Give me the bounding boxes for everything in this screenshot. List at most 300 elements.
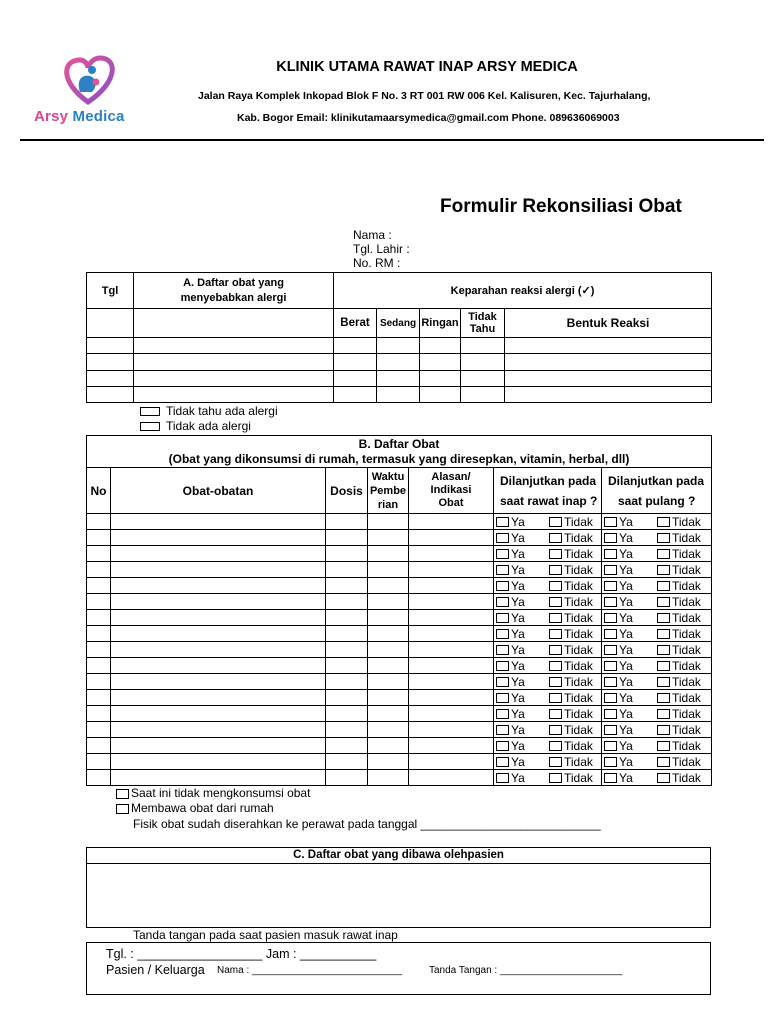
medication-cell[interactable]	[368, 546, 409, 562]
option-tidak[interactable]: Tidak	[564, 578, 593, 593]
opt-tidak-tahu-alergi[interactable]: Tidak tahu ada alergi	[140, 404, 278, 418]
option-tidak[interactable]: Tidak	[672, 610, 701, 625]
medication-cell[interactable]	[87, 562, 111, 578]
checkbox-icon[interactable]	[496, 773, 509, 783]
checkbox-icon[interactable]	[549, 757, 562, 767]
checkbox-icon[interactable]	[549, 597, 562, 607]
option-ya[interactable]: Ya	[619, 546, 633, 561]
checkbox-icon[interactable]	[549, 709, 562, 719]
option-tidak[interactable]: Tidak	[672, 722, 701, 737]
medication-cell[interactable]	[87, 770, 111, 786]
medication-cell[interactable]	[87, 674, 111, 690]
checkbox-icon[interactable]	[604, 741, 617, 751]
option-tidak[interactable]: Tidak	[564, 674, 593, 689]
option-ya[interactable]: Ya	[511, 530, 525, 545]
medication-cell[interactable]	[368, 562, 409, 578]
section-c-box[interactable]	[86, 847, 711, 928]
option-tidak[interactable]: Tidak	[564, 546, 593, 561]
option-tidak[interactable]: Tidak	[564, 626, 593, 641]
checkbox-icon[interactable]	[140, 407, 160, 416]
medication-cell[interactable]	[409, 706, 494, 722]
checkbox-icon[interactable]	[549, 517, 562, 527]
allergy-cell[interactable]	[134, 371, 334, 387]
checkbox-icon[interactable]	[549, 565, 562, 575]
cell[interactable]	[87, 309, 134, 338]
fisik-obat-line[interactable]: Fisik obat sudah diserahkan ke perawat pada tanggal ___________________________	[133, 817, 601, 831]
medication-cell[interactable]	[368, 674, 409, 690]
medication-cell[interactable]	[87, 738, 111, 754]
checkbox-icon[interactable]	[657, 613, 670, 623]
medication-cell[interactable]	[368, 754, 409, 770]
medication-cell[interactable]	[326, 754, 368, 770]
medication-cell[interactable]	[111, 770, 326, 786]
checkbox-icon[interactable]	[657, 693, 670, 703]
checkbox-icon[interactable]	[496, 709, 509, 719]
col-tgl-header: Tgl	[87, 273, 134, 309]
opt-tidak-ada-alergi[interactable]: Tidak ada alergi	[140, 419, 251, 433]
medication-cell[interactable]	[409, 770, 494, 786]
checkbox-icon[interactable]	[496, 581, 509, 591]
medication-cell[interactable]	[111, 594, 326, 610]
lanjut-pulang-cell	[602, 754, 712, 770]
option-tidak[interactable]: Tidak	[672, 578, 701, 593]
medication-cell[interactable]	[326, 562, 368, 578]
option-ya[interactable]: Ya	[619, 690, 633, 705]
medication-cell[interactable]	[326, 578, 368, 594]
medication-cell[interactable]	[111, 722, 326, 738]
medication-row	[87, 594, 712, 610]
pasien-keluarga-label: Pasien / Keluarga	[106, 963, 205, 977]
checkbox-icon[interactable]	[496, 533, 509, 543]
option-tidak[interactable]: Tidak	[672, 626, 701, 641]
checkbox-icon[interactable]	[604, 597, 617, 607]
option-ya[interactable]: Ya	[619, 770, 633, 785]
medication-cell[interactable]	[368, 514, 409, 530]
checkbox-icon[interactable]	[604, 517, 617, 527]
allergy-cell[interactable]	[334, 387, 377, 403]
option-tidak[interactable]: Tidak	[672, 546, 701, 561]
checkbox-icon[interactable]	[657, 533, 670, 543]
checkbox-icon[interactable]	[496, 677, 509, 687]
option-tidak[interactable]: Tidak	[672, 738, 701, 753]
option-ya[interactable]: Ya	[511, 674, 525, 689]
medication-cell[interactable]	[326, 594, 368, 610]
medication-cell[interactable]	[368, 690, 409, 706]
checkbox-icon[interactable]	[657, 549, 670, 559]
allergy-cell[interactable]	[87, 387, 134, 403]
allergy-cell[interactable]	[505, 354, 712, 371]
medication-cell[interactable]	[111, 754, 326, 770]
option-tidak[interactable]: Tidak	[672, 562, 701, 577]
option-ya[interactable]: Ya	[619, 642, 633, 657]
medication-cell[interactable]	[409, 674, 494, 690]
signature-box	[86, 942, 711, 995]
option-ya[interactable]: Ya	[511, 658, 525, 673]
lanjut-ranap-cell	[494, 706, 602, 722]
medication-cell[interactable]	[409, 658, 494, 674]
col-bentuk-reaksi-header: Bentuk Reaksi	[505, 309, 712, 338]
medication-cell[interactable]	[409, 578, 494, 594]
checkbox-icon[interactable]	[496, 661, 509, 671]
checkbox-icon[interactable]	[657, 629, 670, 639]
checkbox-icon[interactable]	[549, 549, 562, 559]
allergy-cell[interactable]	[461, 354, 505, 371]
checkbox-icon[interactable]	[549, 677, 562, 687]
checkbox-icon[interactable]	[657, 709, 670, 719]
checkbox-icon[interactable]	[604, 581, 617, 591]
allergy-cell[interactable]	[461, 387, 505, 403]
allergy-row	[87, 371, 712, 387]
medication-cell[interactable]	[368, 722, 409, 738]
option-tidak[interactable]: Tidak	[672, 594, 701, 609]
checkbox-icon[interactable]	[657, 581, 670, 591]
lanjut-ranap-cell	[494, 546, 602, 562]
option-tidak[interactable]: Tidak	[672, 642, 701, 657]
medication-cell[interactable]	[111, 626, 326, 642]
checkbox-icon[interactable]	[657, 565, 670, 575]
medication-cell[interactable]	[87, 722, 111, 738]
medication-cell[interactable]	[326, 546, 368, 562]
option-ya[interactable]: Ya	[511, 514, 525, 529]
lanjut-pulang-cell	[602, 738, 712, 754]
option-tidak[interactable]: Tidak	[564, 770, 593, 785]
medication-cell[interactable]	[368, 706, 409, 722]
checkbox-icon[interactable]	[549, 693, 562, 703]
medication-cell[interactable]	[409, 738, 494, 754]
checkbox-icon[interactable]	[140, 422, 160, 431]
medication-cell[interactable]	[111, 610, 326, 626]
option-ya[interactable]: Ya	[511, 690, 525, 705]
section-b-title: B. Daftar Obat (Obat yang dikonsumsi di rumah, termasuk yang diresepkan, vitamin, herbal, dll)	[87, 436, 712, 468]
lanjut-pulang-cell	[602, 562, 712, 578]
allergy-cell[interactable]	[505, 338, 712, 354]
option-ya[interactable]: Ya	[619, 610, 633, 625]
option-ya[interactable]: Ya	[511, 642, 525, 657]
medication-cell[interactable]	[111, 514, 326, 530]
allergy-cell[interactable]	[461, 371, 505, 387]
allergy-cell[interactable]	[134, 354, 334, 371]
lanjut-pulang-cell	[602, 610, 712, 626]
allergy-cell[interactable]	[377, 338, 420, 354]
medication-cell[interactable]	[326, 674, 368, 690]
medication-cell[interactable]	[111, 690, 326, 706]
clinic-name: KLINIK UTAMA RAWAT INAP ARSY MEDICA	[276, 59, 578, 75]
option-ya[interactable]: Ya	[619, 530, 633, 545]
allergy-cell[interactable]	[334, 371, 377, 387]
option-ya[interactable]: Ya	[619, 674, 633, 689]
option-tidak[interactable]: Tidak	[672, 754, 701, 769]
lanjut-pulang-cell	[602, 594, 712, 610]
allergy-cell[interactable]	[334, 354, 377, 371]
option-tidak[interactable]: Tidak	[564, 722, 593, 737]
option-ya[interactable]: Ya	[511, 626, 525, 641]
checkbox-icon[interactable]	[657, 677, 670, 687]
option-ya[interactable]: Ya	[619, 706, 633, 721]
option-ya[interactable]: Ya	[511, 770, 525, 785]
checkbox-icon[interactable]	[496, 725, 509, 735]
section-c-title: C. Daftar obat yang dibawa olehpasien	[87, 848, 710, 864]
medication-cell[interactable]	[368, 578, 409, 594]
allergy-cell[interactable]	[420, 354, 461, 371]
option-ya[interactable]: Ya	[619, 722, 633, 737]
allergy-cell[interactable]	[377, 354, 420, 371]
option-tidak[interactable]: Tidak	[672, 674, 701, 689]
medication-cell[interactable]	[409, 594, 494, 610]
medication-cell[interactable]	[111, 562, 326, 578]
option-tidak[interactable]: Tidak	[564, 562, 593, 577]
allergy-cell[interactable]	[334, 338, 377, 354]
checkbox-icon[interactable]	[604, 709, 617, 719]
medication-cell[interactable]	[111, 706, 326, 722]
medication-cell[interactable]	[368, 642, 409, 658]
medication-cell[interactable]	[111, 674, 326, 690]
checkbox-icon[interactable]	[657, 661, 670, 671]
cell[interactable]	[134, 309, 334, 338]
medication-row	[87, 690, 712, 706]
option-ya[interactable]: Ya	[619, 738, 633, 753]
medication-cell[interactable]	[326, 690, 368, 706]
option-ya[interactable]: Ya	[511, 594, 525, 609]
checkbox-icon[interactable]	[657, 517, 670, 527]
opt-membawa-obat[interactable]: Membawa obat dari rumah	[116, 801, 274, 815]
option-tidak[interactable]: Tidak	[564, 658, 593, 673]
medication-row	[87, 578, 712, 594]
medication-cell[interactable]	[87, 546, 111, 562]
medication-cell[interactable]	[409, 514, 494, 530]
medication-cell[interactable]	[368, 738, 409, 754]
checkbox-icon[interactable]	[496, 597, 509, 607]
option-ya[interactable]: Ya	[619, 578, 633, 593]
medication-cell[interactable]	[111, 530, 326, 546]
checkbox-icon[interactable]	[657, 725, 670, 735]
checkbox-icon[interactable]	[604, 757, 617, 767]
medication-cell[interactable]	[87, 642, 111, 658]
medication-cell[interactable]	[326, 514, 368, 530]
medication-cell[interactable]	[326, 642, 368, 658]
medication-cell[interactable]	[87, 514, 111, 530]
medication-cell[interactable]	[409, 562, 494, 578]
medication-cell[interactable]	[87, 610, 111, 626]
option-ya[interactable]: Ya	[619, 562, 633, 577]
medication-cell[interactable]	[87, 594, 111, 610]
option-tidak[interactable]: Tidak	[672, 658, 701, 673]
checkbox-icon[interactable]	[604, 645, 617, 655]
checkbox-icon[interactable]	[604, 661, 617, 671]
lanjut-pulang-cell	[602, 658, 712, 674]
medication-cell[interactable]	[368, 658, 409, 674]
checkbox-icon[interactable]	[496, 629, 509, 639]
medication-cell[interactable]	[409, 754, 494, 770]
medication-cell[interactable]	[87, 690, 111, 706]
checkbox-icon[interactable]	[549, 645, 562, 655]
medication-cell[interactable]	[87, 706, 111, 722]
option-ya[interactable]: Ya	[511, 610, 525, 625]
option-ya[interactable]: Ya	[619, 594, 633, 609]
option-ya[interactable]: Ya	[511, 738, 525, 753]
medication-cell[interactable]	[326, 738, 368, 754]
medication-cell[interactable]	[409, 546, 494, 562]
medication-cell[interactable]	[326, 530, 368, 546]
patient-name-field[interactable]: Nama :	[353, 228, 392, 242]
checkbox-icon[interactable]	[549, 661, 562, 671]
checkbox-icon[interactable]	[604, 565, 617, 575]
checkbox-icon[interactable]	[604, 693, 617, 703]
option-tidak[interactable]: Tidak	[672, 706, 701, 721]
option-tidak[interactable]: Tidak	[672, 530, 701, 545]
checkbox-icon[interactable]	[496, 549, 509, 559]
medication-cell[interactable]	[326, 706, 368, 722]
medication-cell[interactable]	[326, 722, 368, 738]
medication-cell[interactable]	[368, 530, 409, 546]
option-tidak[interactable]: Tidak	[564, 642, 593, 657]
checkbox-icon[interactable]	[496, 517, 509, 527]
checkbox-icon[interactable]	[604, 725, 617, 735]
patient-rm-field[interactable]: No. RM :	[353, 256, 401, 270]
medication-row	[87, 754, 712, 770]
checkbox-icon[interactable]	[549, 629, 562, 639]
medication-cell[interactable]	[409, 690, 494, 706]
medication-cell[interactable]	[87, 530, 111, 546]
allergy-cell[interactable]	[420, 371, 461, 387]
medication-cell[interactable]	[326, 658, 368, 674]
checkbox-icon[interactable]	[549, 581, 562, 591]
medication-cell[interactable]	[326, 626, 368, 642]
option-tidak[interactable]: Tidak	[564, 690, 593, 705]
lanjut-ranap-cell	[494, 626, 602, 642]
medication-cell[interactable]	[87, 754, 111, 770]
checkbox-icon[interactable]	[496, 613, 509, 623]
allergy-cell[interactable]	[505, 371, 712, 387]
option-ya[interactable]: Ya	[619, 754, 633, 769]
option-ya[interactable]: Ya	[619, 626, 633, 641]
checkbox-icon[interactable]	[549, 533, 562, 543]
option-ya[interactable]: Ya	[511, 706, 525, 721]
checkbox-icon[interactable]	[116, 804, 129, 814]
checkbox-icon[interactable]	[657, 757, 670, 767]
option-ya[interactable]: Ya	[619, 514, 633, 529]
checkbox-icon[interactable]	[496, 741, 509, 751]
tgl-jam-line[interactable]: Tgl. : __________________ Jam : ___________	[106, 947, 377, 961]
option-tidak[interactable]: Tidak	[564, 594, 593, 609]
option-ya[interactable]: Ya	[511, 722, 525, 737]
checkbox-icon[interactable]	[604, 629, 617, 639]
medication-cell[interactable]	[326, 770, 368, 786]
allergy-cell[interactable]	[461, 338, 505, 354]
option-ya[interactable]: Ya	[511, 578, 525, 593]
medication-cell[interactable]	[409, 626, 494, 642]
allergy-cell[interactable]	[420, 387, 461, 403]
option-tidak[interactable]: Tidak	[672, 690, 701, 705]
medication-cell[interactable]	[111, 658, 326, 674]
medication-cell[interactable]	[409, 722, 494, 738]
medication-row	[87, 514, 712, 530]
allergy-cell[interactable]	[87, 338, 134, 354]
medication-cell[interactable]	[111, 642, 326, 658]
checkbox-icon[interactable]	[549, 725, 562, 735]
logo-wordmark: Arsy Medica	[34, 108, 125, 125]
lanjut-ranap-cell	[494, 610, 602, 626]
checkbox-icon[interactable]	[549, 773, 562, 783]
medication-cell[interactable]	[409, 642, 494, 658]
allergy-cell[interactable]	[377, 371, 420, 387]
option-ya[interactable]: Ya	[511, 754, 525, 769]
medication-cell[interactable]	[368, 770, 409, 786]
allergy-cell[interactable]	[87, 371, 134, 387]
checkbox-icon[interactable]	[657, 773, 670, 783]
checkbox-icon[interactable]	[604, 613, 617, 623]
option-tidak[interactable]: Tidak	[564, 610, 593, 625]
option-ya[interactable]: Ya	[511, 546, 525, 561]
option-tidak[interactable]: Tidak	[564, 514, 593, 529]
medication-row	[87, 674, 712, 690]
medication-cell[interactable]	[326, 610, 368, 626]
option-tidak[interactable]: Tidak	[672, 770, 701, 785]
checkbox-icon[interactable]	[657, 741, 670, 751]
medication-cell[interactable]	[111, 578, 326, 594]
option-ya[interactable]: Ya	[619, 658, 633, 673]
checkbox-icon[interactable]	[496, 565, 509, 575]
medication-row	[87, 658, 712, 674]
medication-cell[interactable]	[87, 658, 111, 674]
medication-row	[87, 530, 712, 546]
option-tidak[interactable]: Tidak	[564, 754, 593, 769]
col-dosis-header: Dosis	[326, 468, 368, 514]
checkbox-icon[interactable]	[549, 613, 562, 623]
medication-cell[interactable]	[111, 546, 326, 562]
checkbox-icon[interactable]	[604, 773, 617, 783]
lanjut-pulang-cell	[602, 578, 712, 594]
checkbox-icon[interactable]	[657, 645, 670, 655]
option-tidak[interactable]: Tidak	[564, 738, 593, 753]
allergy-cell[interactable]	[134, 338, 334, 354]
allergy-cell[interactable]	[87, 354, 134, 371]
option-ya[interactable]: Ya	[511, 562, 525, 577]
tanda-tangan-line[interactable]: Tanda Tangan : ______________________	[429, 965, 623, 976]
checkbox-icon[interactable]	[604, 677, 617, 687]
col-tidak-tahu-header: Tidak Tahu	[461, 309, 505, 338]
medication-cell[interactable]	[409, 610, 494, 626]
patient-birthdate-field[interactable]: Tgl. Lahir :	[353, 242, 410, 256]
checkbox-icon[interactable]	[604, 533, 617, 543]
checkbox-icon[interactable]	[657, 597, 670, 607]
allergy-cell[interactable]	[420, 338, 461, 354]
option-tidak[interactable]: Tidak	[564, 530, 593, 545]
checkbox-icon[interactable]	[549, 741, 562, 751]
lanjut-ranap-cell	[494, 642, 602, 658]
medication-cell[interactable]	[87, 626, 111, 642]
medication-cell[interactable]	[409, 530, 494, 546]
lanjut-ranap-cell	[494, 722, 602, 738]
checkbox-icon[interactable]	[496, 757, 509, 767]
checkbox-icon[interactable]	[496, 645, 509, 655]
checkbox-icon[interactable]	[604, 549, 617, 559]
allergy-cell[interactable]	[134, 387, 334, 403]
allergy-cell[interactable]	[377, 387, 420, 403]
medication-cell[interactable]	[368, 610, 409, 626]
checkbox-icon[interactable]	[496, 693, 509, 703]
option-tidak[interactable]: Tidak	[564, 706, 593, 721]
nama-line[interactable]: Nama : ___________________________	[217, 965, 403, 976]
allergy-cell[interactable]	[505, 387, 712, 403]
option-tidak[interactable]: Tidak	[672, 514, 701, 529]
medication-cell[interactable]	[368, 626, 409, 642]
checkbox-icon[interactable]	[116, 789, 129, 799]
medication-cell[interactable]	[111, 738, 326, 754]
medication-cell[interactable]	[368, 594, 409, 610]
allergy-table	[86, 272, 712, 403]
medication-cell[interactable]	[87, 578, 111, 594]
opt-tidak-konsumsi-obat[interactable]: Saat ini tidak mengkonsumsi obat	[116, 786, 310, 800]
